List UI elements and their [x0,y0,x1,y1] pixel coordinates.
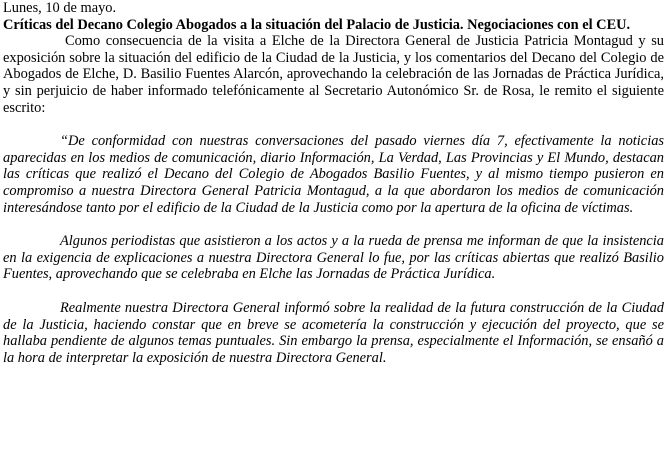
quote-paragraph-1: “De conformidad con nuestras conversaciones del pasado viernes día 7, efectivamente la noticias aparecidas en los medios de comunicación, diario Información, La Verdad, Las Provincias y El Mundo, destacan las críticas que realizó el Decano del Colegio de Abogados Basilio Fuentes, y al mismo tiempo pusieron en compromiso a nuestra Directora General Patricia Montagud, a la que abordaron los medios de comunicación interesándose tanto por el edificio de la Ciudad de la Justicia como por la apertura de la oficina de víctimas. [3,133,664,216]
quote-paragraph-3: Realmente nuestra Directora General informó sobre la realidad de la futura construcción de la Ciudad de la Justicia, haciendo constar que en breve se acometería la construcción y ejecución del proyecto, que se hallaba pendiente de algunos temas puntuales. Sin embargo la prensa, especialmente el Información, se ensañó a la hora de interpretar la exposición de nuestra Directora General. [3,299,664,366]
date-line: Lunes, 10 de mayo. [3,0,117,16]
intro-paragraph: Como consecuencia de la visita a Elche de la Directora General de Justicia Patricia Montagud y su exposición sobre la situación del edificio de la Ciudad de la Justicia, y los comentarios del Decano del Colegio de Abogados de Elche, D. Basilio Fuentes Alarcón, aprovechando la celebración de las Jornadas de Práctica Jurídica, y sin perjuicio de haber informado telefónicamente al Secretario Autonómico Sr. de Rosa, le remito el siguiente escrito: [3,33,664,116]
document-heading: Críticas del Decano Colegio Abogados a la situación del Palacio de Justicia. Negociaciones con el CEU. [3,16,631,33]
document-page [3,0,664,366]
quote-paragraph-2: Algunos periodistas que asistieron a los actos y a la rueda de prensa me informan de que la insistencia en la exigencia de explicaciones a nuestra Directora General lo fue, por las críticas abiertas que realizó Basilio Fuentes, aprovechando que se celebraba en Elche las Jornadas de Práctica Jurídica. [3,233,664,283]
